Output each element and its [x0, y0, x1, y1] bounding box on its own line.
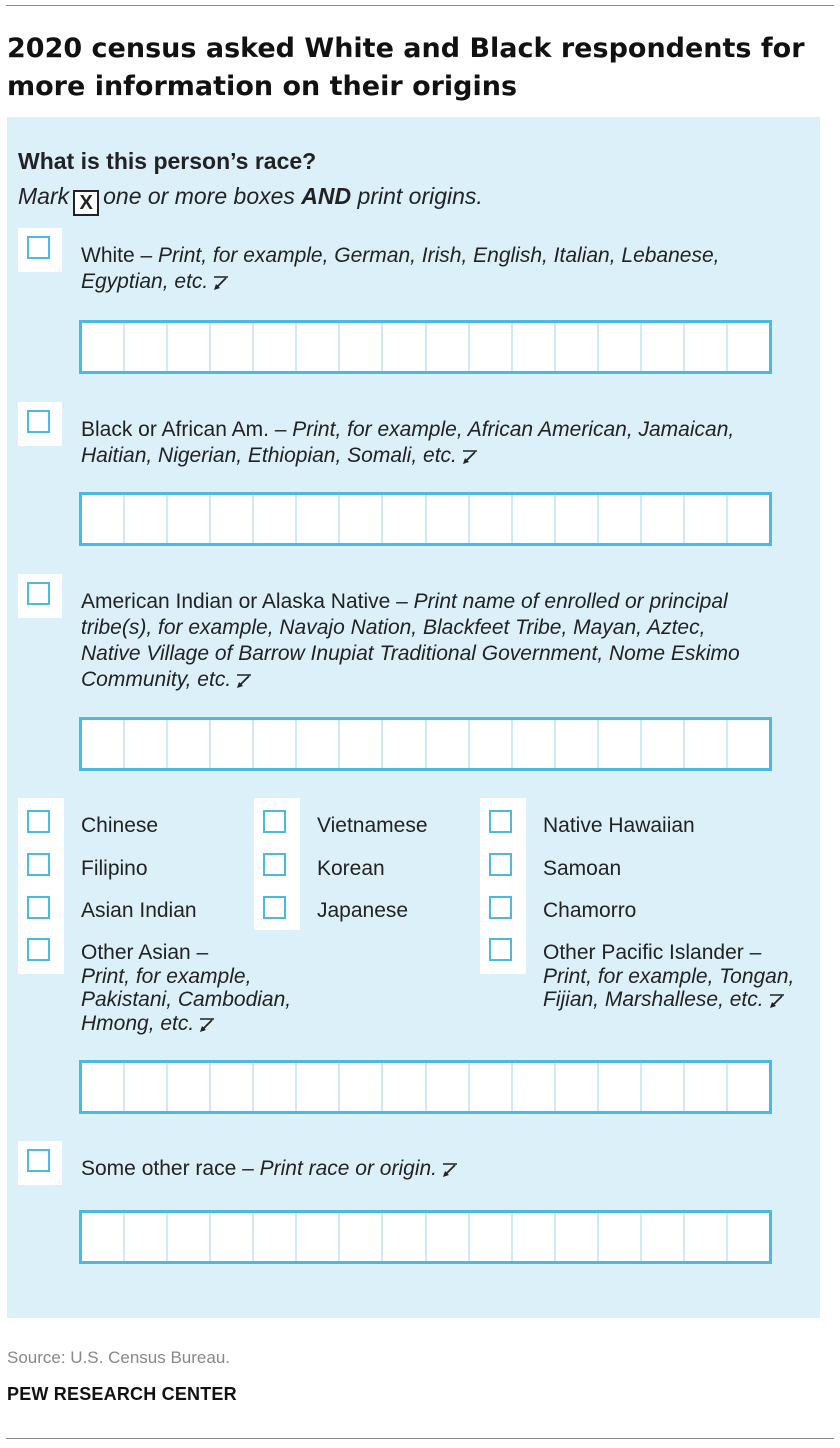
instruction-text: one or more boxes [103, 183, 295, 209]
asian-indian-label: Asian Indian [81, 899, 197, 922]
brand-logo: PEW RESEARCH CENTER [7, 1384, 237, 1404]
vietnamese-label: Vietnamese [317, 814, 428, 837]
white-label: White – Print, for example, German, Irish, English, Italian, Lebanese, Egyptian, etc. [81, 244, 720, 293]
black-checkbox-wrap [18, 402, 62, 446]
x-mark-icon: X [73, 190, 99, 216]
write-in-arrow-icon [198, 1017, 216, 1033]
form-instruction [18, 183, 483, 216]
asian-col1-checkbox-column [18, 798, 64, 974]
aian-write-in-field[interactable] [79, 717, 772, 771]
other-pacific-checkbox[interactable] [489, 938, 512, 961]
asian-col2-checkbox-column [254, 798, 300, 930]
source-note: Source: U.S. Census Bureau. [7, 1348, 231, 1367]
white-checkbox[interactable] [27, 236, 50, 259]
write-in-arrow-icon [235, 673, 253, 689]
filipino-label: Filipino [81, 857, 148, 880]
vietnamese-checkbox[interactable] [263, 810, 286, 833]
samoan-label: Samoan [543, 857, 622, 880]
black-label: Black or African Am. – Print, for example, African American, Jamaican, Haitian, Nigerian, Ethiopian, Somali, etc. [81, 418, 735, 467]
some-other-race-label: Some other race – Print race or origin. [81, 1156, 741, 1182]
write-in-arrow-icon [461, 449, 479, 465]
chinese-label: Chinese [81, 814, 159, 837]
other-asian-checkbox[interactable] [27, 938, 50, 961]
other-pacific-label: Other Pacific Islander – Print, for example, Tongan, Fijian, Marshallese, etc. [543, 941, 795, 1011]
pacific-checkbox-column [480, 798, 526, 974]
aian-label: American Indian or Alaska Native – Print name of enrolled or principal tribe(s), for example, Navajo Nation, Blackfeet Tribe, Mayan, Aztec, Native Village of Barrow Inupiat Traditional Government, Nome Eskimo Community, etc. [81, 590, 740, 691]
chamorro-checkbox[interactable] [489, 896, 512, 919]
white-checkbox-wrap [18, 228, 62, 272]
instruction-text: print origins. [357, 183, 483, 209]
instruction-text: Mark [18, 183, 70, 209]
chinese-checkbox[interactable] [27, 810, 50, 833]
bottom-rule [6, 1438, 834, 1439]
aian-checkbox[interactable] [27, 582, 50, 605]
korean-checkbox[interactable] [263, 853, 286, 876]
some-other-race-write-in-field[interactable] [79, 1210, 772, 1264]
other-asian-label: Other Asian – Print, for example, Pakistani, Cambodian, Hmong, etc. [81, 941, 292, 1035]
write-in-arrow-icon [212, 275, 230, 291]
chart-title: 2020 census asked White and Black respondents for more information on their origins [7, 33, 805, 102]
instruction-and: AND [301, 183, 352, 209]
asian-pacific-write-in-field[interactable] [79, 1060, 772, 1114]
some-other-race-checkbox[interactable] [27, 1149, 50, 1172]
black-write-in-field[interactable] [79, 492, 772, 546]
white-write-in-field[interactable] [79, 320, 772, 374]
filipino-checkbox[interactable] [27, 853, 50, 876]
samoan-checkbox[interactable] [489, 853, 512, 876]
some-other-checkbox-wrap [18, 1141, 62, 1185]
top-rule [6, 5, 834, 6]
black-checkbox[interactable] [27, 410, 50, 433]
write-in-arrow-icon [768, 993, 786, 1009]
form-question: What is this person’s race? [18, 148, 317, 174]
native-hawaiian-checkbox[interactable] [489, 810, 512, 833]
korean-label: Korean [317, 857, 385, 880]
chamorro-label: Chamorro [543, 899, 637, 922]
japanese-label: Japanese [317, 899, 409, 922]
aian-checkbox-wrap [18, 574, 62, 618]
japanese-checkbox[interactable] [263, 896, 286, 919]
write-in-arrow-icon [441, 1162, 459, 1178]
asian-indian-checkbox[interactable] [27, 896, 50, 919]
native-hawaiian-label: Native Hawaiian [543, 814, 695, 837]
